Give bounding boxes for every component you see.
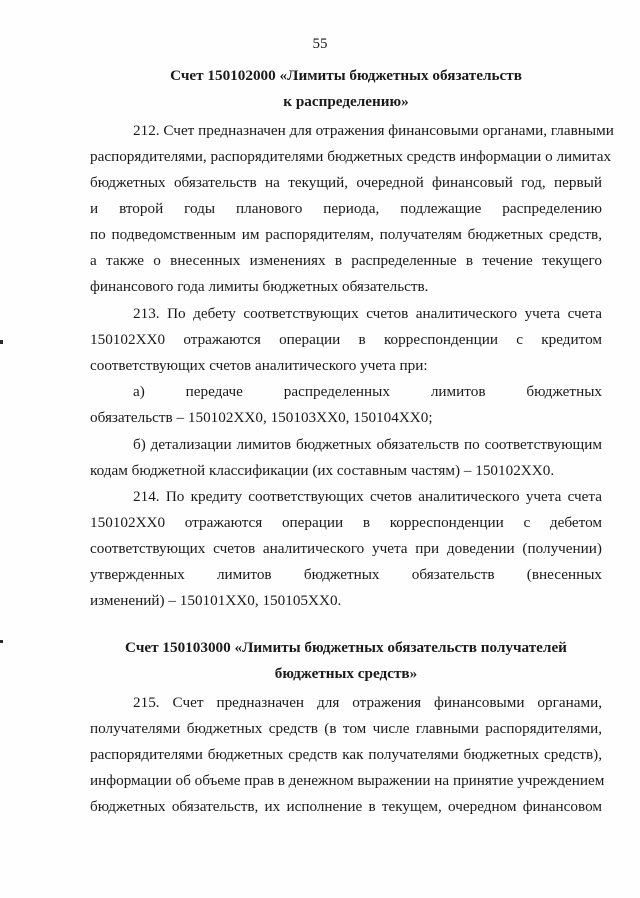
paragraph-212-line: а также о внесенных изменениях в распределенные в течение текущего	[90, 252, 602, 269]
paragraph-212-line: распорядителями, распорядителями бюджетных средств информации о лимитах	[90, 148, 612, 165]
section-heading-150102000: Счет 150102000 «Лимиты бюджетных обязательств	[170, 67, 522, 84]
scan-edge-mark	[0, 640, 3, 643]
paragraph-213-line: соответствующих счетов аналитического учета при:	[90, 357, 428, 374]
paragraph-213b-line: кодам бюджетной классификации (их составным частям) – 150102ХХ0.	[90, 462, 555, 479]
paragraph-214-line: изменений) – 150101ХХ0, 150105ХХ0.	[90, 592, 342, 609]
paragraph-215-line: распорядителями бюджетных средств как получателями бюджетных средств),	[90, 746, 602, 763]
paragraph-215-line: 215. Счет предназначен для отражения финансовыми органами,	[133, 694, 602, 711]
paragraph-212-line: и второй годы планового периода, подлежащие распределению	[90, 200, 602, 217]
page-number: 55	[312, 36, 328, 52]
paragraph-215-line: информации об объеме прав в денежном выражении на принятие учреждением	[90, 772, 605, 789]
paragraph-214-line: 214. По кредиту соответствующих счетов аналитического учета счета	[133, 488, 602, 505]
paragraph-212-line: по подведомственным им распорядителям, получателям бюджетных средств,	[90, 226, 602, 243]
paragraph-212-line: 212. Счет предназначен для отражения финансовыми органами, главными	[133, 122, 614, 139]
paragraph-212-line: финансового года лимиты бюджетных обязательств.	[90, 278, 429, 295]
paragraph-214-line: утвержденных лимитов бюджетных обязательств (внесенных	[90, 566, 602, 583]
paragraph-213-line: 213. По дебету соответствующих счетов аналитического учета счета	[133, 305, 602, 322]
section-heading-150103000: Счет 150103000 «Лимиты бюджетных обязательств получателей	[125, 639, 567, 656]
paragraph-213a-line: обязательств – 150102ХХ0, 150103ХХ0, 150104ХХ0;	[90, 409, 433, 426]
paragraph-213b-line: б) детализации лимитов бюджетных обязательств по соответствующим	[133, 436, 602, 453]
paragraph-213-line: 150102ХХ0 отражаются операции в корреспонденции с кредитом	[90, 331, 602, 348]
paragraph-214-line: 150102ХХ0 отражаются операции в корреспонденции с дебетом	[90, 514, 602, 531]
paragraph-213a-line: а) передаче распределенных лимитов бюджетных	[133, 383, 602, 400]
paragraph-215-line: бюджетных обязательств, их исполнение в текущем, очередном финансовом	[90, 798, 602, 815]
paragraph-215-line: получателями бюджетных средств (в том числе главными распорядителями,	[90, 720, 602, 737]
paragraph-214-line: соответствующих счетов аналитического учета при доведении (получении)	[90, 540, 602, 557]
scan-edge-mark	[0, 340, 3, 344]
section-heading-150102000-cont: к распределению»	[283, 93, 409, 110]
paragraph-212-line: бюджетных обязательств на текущий, очередной финансовый год, первый	[90, 174, 602, 191]
section-heading-150103000-cont: бюджетных средств»	[274, 665, 418, 682]
